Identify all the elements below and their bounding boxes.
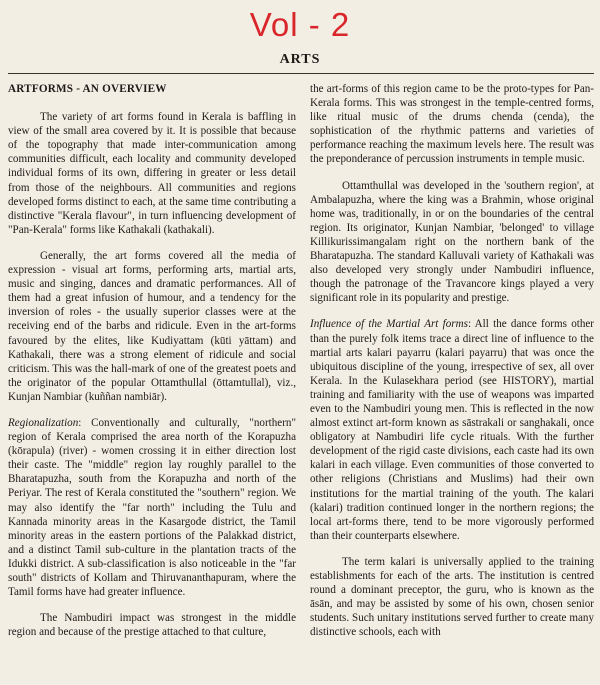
section-heading: ARTFORMS - AN OVERVIEW	[8, 83, 167, 95]
right-paragraph-2: Ottamthullal was developed in the 'southern region', at Ambalapuzha, where the king was a Brahmin, whose original home was, traditionally, in or on the boundaries of the central region. Its originator, Kunjan Nambiar, 'belonged' to village Killikurissimangalam right on the northern bank of the Bharatapuzha. The standard Kalluvali variety of Kathakali was also developed very strongly under Nambudiri influence, though the patronage of the Travancore kings played a very significant role in its popularity and prestige.	[310, 179, 594, 305]
martial-art-text: : All the dance forms other than the purely folk items trace a direct line of influence to the martial arts kalari payarru (kalari payarru) that was once the ubiquitous discipline of the young, irrespective of sex, all over Kerala. In the Kulasekhara period (see HISTORY), martial training and familiarity with the use of weapons was imparted even to the Nambudiri young men. This is reflected in the now almost extinct art-form known as sāstrakali or sanghakali, once obligatory at Nambudiri life cycle rituals. With the further development of the rigid caste divisions, each caste had its own kalari in each village. Even communities of those converted to other religions (Christians and Muslims) had their own institutions for the martial training of the youth. The kalari (kalari) tradition continued longer in the northern regions; the local art-forms there, tend to be more vigorously performed than their counterparts elsewhere.	[310, 318, 594, 542]
left-paragraph-4: The Nambudiri impact was strongest in the middle region and because of the prestige attached to that culture,	[8, 612, 296, 639]
left-paragraph-2: Generally, the art forms covered all the media of expression - visual art forms, performing arts, martial arts, music and singing, dances and dramatic performances. All of them had a great infusion of humour, and a tendency for the inversion of roles - the usually superior classes were at the receiving end of the barbs and ridicule. Even in the art-forms favoured by the elites, like Kudiyattam (kūti yāttam) and Kathakali, there was a strong element of ridicule and social criticism. This was the hall-mark of one of the greatest poets and the originator of the popular Ottamthullal (ōttamtullal), viz., Kunjan Nambiar (kuññan nambiār).	[8, 249, 296, 403]
right-paragraph-1: the art-forms of this region came to be the proto-types for Pan-Kerala forms. This was strongest in the temple-centred forms, like ritual music of the drums chenda (cenda), the sophistication of the rhythmic patterns and varieties of performance reaching the maximum levels here. The result was the preponderance of percussion instruments in temple music.	[310, 83, 594, 166]
regionalization-lead: Regionalization	[8, 416, 79, 429]
right-column	[310, 82, 594, 651]
left-paragraph-3	[8, 416, 296, 599]
right-paragraph-3	[310, 317, 594, 543]
header-rule	[8, 73, 594, 74]
right-paragraph-4: The term kalari is universally applied to the training establishments for each of the arts. The institution is centred round a dominant preceptor, the guru, who is known as the āsān, and may be assisted by some of his own, chosen senior students. Such unitary institutions served further to create many distinctive schools, each with	[310, 555, 594, 639]
page-header: ARTS	[279, 52, 321, 67]
volume-label: Vol - 2	[249, 6, 351, 43]
regionalization-text: : Conventionally and culturally, "northern" region of Kerala comprised the area north of the Korapuzha (kōrapula) (river) - women crossing it in either direction lost their caste. The "middle" region lay roughly parallel to the Bharatapuzha, south from the Korapuzha and north of the Periyar. The rest of Kerala constituted the "southern" region. We may also identify the "far north" including the Tulu and Kannada minority areas in the Kasargode district, the Tamil minority areas in the eastern portions of the Palakkad district, and a distinct Tamil sub-culture in the plantation tracts of the Idukki district. A sub-classification is also noticeable in the "far south" districts of Kollam and Thiruvananthapuram, where the Tamil forms have had greater influence.	[8, 416, 296, 599]
martial-art-lead: Influence of the Martial Art forms	[310, 318, 468, 331]
left-column	[8, 82, 296, 651]
left-paragraph-1: The variety of art forms found in Kerala is baffling in view of the small area covered by it. It is possible that because of the topography that made inter-communication among communities difficult, each locality and community developed individual forms of its own, differing in greater or less detail from those of the neighbours. All communities and regions developed forms distinct to each, at the same time contributing a distinctive "Kerala flavour", in turn influencing development of "Pan-Kerala" forms like Kathakali (kathakali).	[8, 111, 296, 236]
